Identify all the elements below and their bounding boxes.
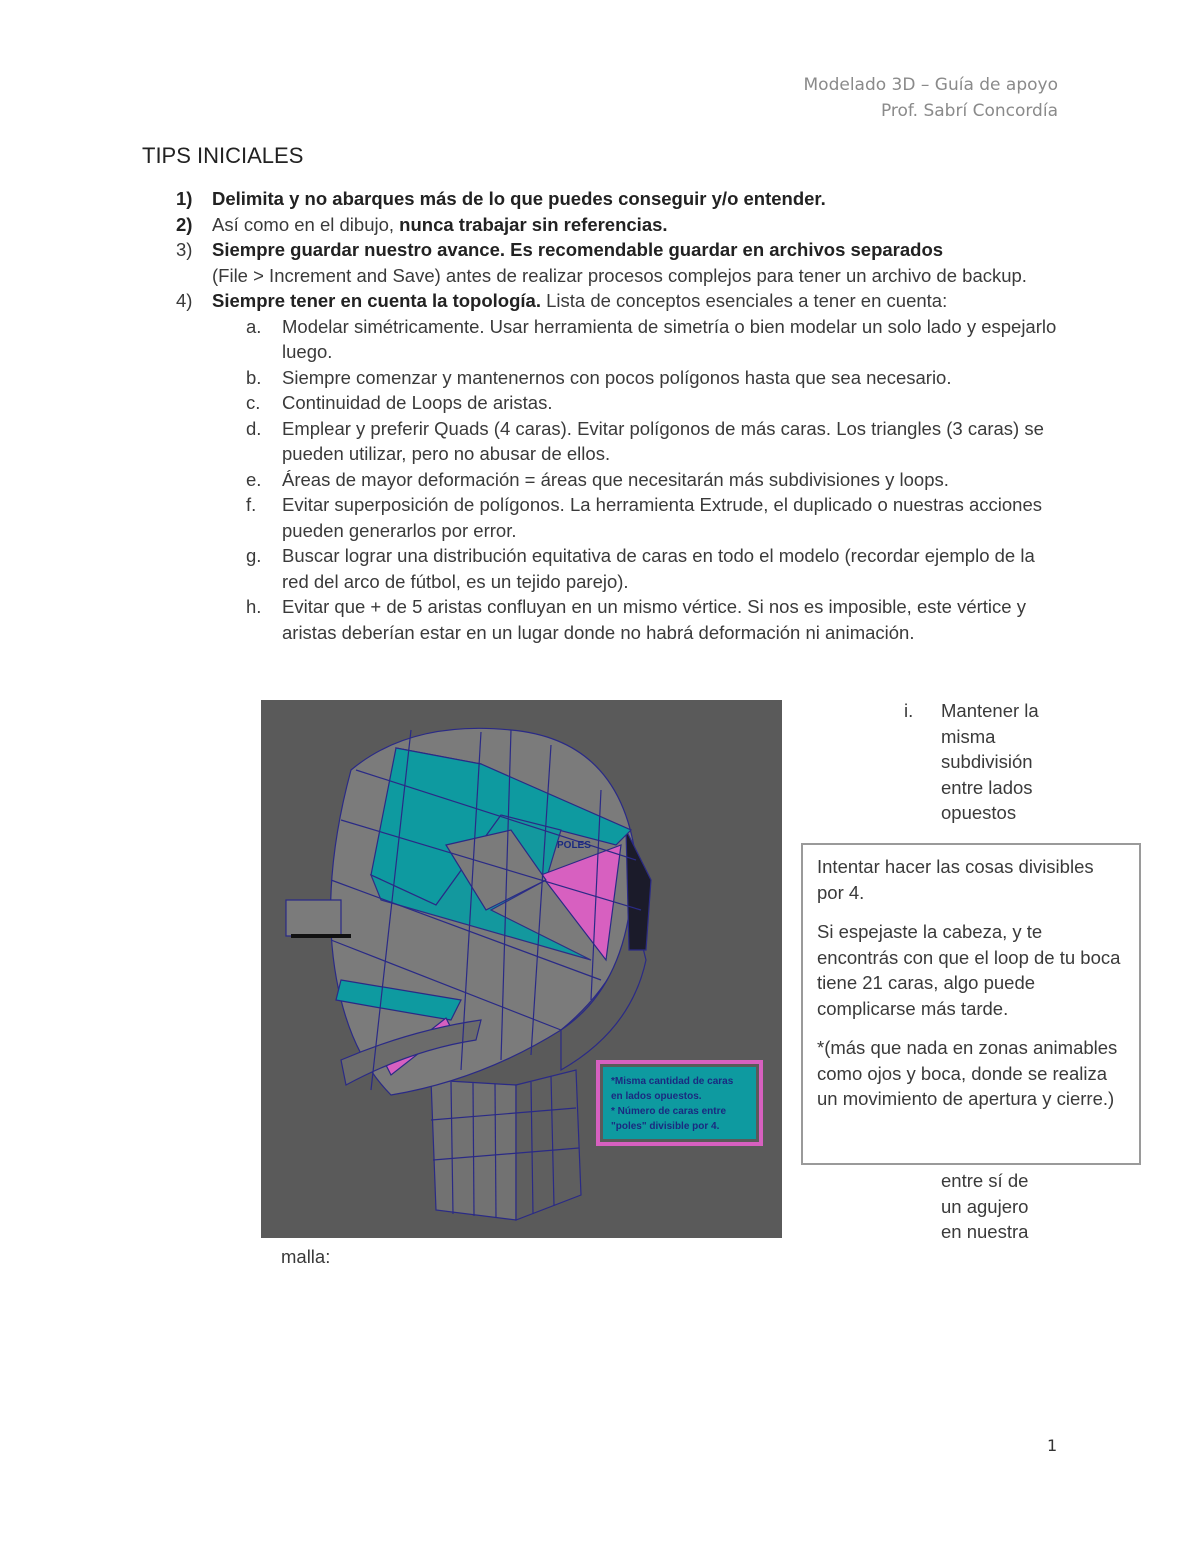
item-bold: Siempre tener en cuenta la topología.	[212, 290, 541, 311]
sub-number: f.	[246, 494, 257, 515]
sub-item-c	[142, 390, 1062, 416]
item-bold: nunca trabajar sin referencias.	[399, 213, 668, 235]
sub-item-a	[142, 314, 1062, 365]
tip-paragraph: Si espejaste la cabeza, y te encontrás con que el loop de tu boca tiene 21 caras, algo puede complicarse más tarde.	[817, 921, 1121, 1019]
item-bold: Siempre guardar nuestro avance. Es recomendable guardar en archivos separados	[212, 239, 944, 260]
item-text: Así como en el dibujo,	[212, 213, 400, 235]
item-i-continuation	[941, 1168, 1028, 1245]
tip-paragraph: *(más que nada en zonas animables como ojos y boca, donde se realiza un movimiento de apertura y cierre.)	[817, 1037, 1118, 1109]
sub-item-f	[142, 492, 1062, 543]
list-item	[142, 288, 1062, 314]
item-i-line: misma	[941, 725, 996, 747]
sub-text: Buscar lograr una distribución equitativa de caras en todo el modelo (recordar ejemplo de la red del arco de fútbol, es un tejido parejo).	[282, 545, 1035, 592]
tip-paragraph: Intentar hacer las cosas divisibles por 4.	[817, 856, 1094, 903]
item-i-number: i.	[904, 700, 914, 721]
item-i-line: opuestos	[941, 802, 1017, 823]
list-item	[142, 237, 1062, 288]
sub-text: Continuidad de Loops de aristas.	[282, 392, 553, 413]
sub-text: Modelar simétricamente. Usar herramienta de simetría o bien modelar un solo lado y espejarlo luego.	[282, 315, 1057, 362]
item-i-line: un agujero	[941, 1195, 1029, 1217]
item-number: 4)	[176, 290, 193, 311]
note-line: "poles" divisible por 4.	[611, 1121, 720, 1132]
sub-text: Evitar que + de 5 aristas confluyan en un mismo vértice. Si nos es imposible, este vértice y aristas deberían estar en un lugar donde no habrá deformación ni animación.	[282, 596, 1026, 643]
sub-number: e.	[246, 468, 262, 490]
item-i-line: Mantener la	[941, 700, 1039, 721]
sub-text: Áreas de mayor deformación = áreas que necesitarán más subdivisiones y loops.	[282, 468, 949, 490]
item-text: (File > Increment and Save) antes de realizar procesos complejos para tener un archivo de backup.	[212, 264, 1027, 286]
tip-box	[801, 843, 1141, 1165]
item-i	[904, 698, 1044, 826]
sub-text: Emplear y preferir Quads (4 caras). Evitar polígonos de más caras. Los triangles (3 caras) se pueden utilizar, pero no abusar de ellos.	[282, 417, 1044, 464]
sub-number: a.	[246, 315, 262, 337]
author: Prof. Sabrí Concordía	[880, 101, 1058, 121]
note-line: en lados opuestos.	[611, 1091, 702, 1102]
sub-number: d.	[246, 417, 262, 439]
item-number: 1)	[176, 188, 193, 209]
sub-item-d	[142, 416, 1062, 467]
sub-item-h	[142, 594, 1062, 645]
list-item	[142, 186, 1062, 212]
sub-item-b	[142, 365, 1062, 391]
section-title: TIPS INICIALES	[142, 143, 304, 168]
item-i-line: en nuestra	[941, 1221, 1029, 1242]
item-number: 3)	[176, 239, 193, 260]
sub-number: h.	[246, 596, 262, 617]
list-item	[142, 212, 1062, 238]
item-i-line: entre lados	[941, 776, 1033, 798]
sub-item-g	[142, 543, 1062, 594]
item-i-line: subdivisión	[941, 751, 1033, 772]
neck-mesh	[431, 1070, 581, 1220]
page-number: 1	[1047, 1436, 1058, 1455]
sub-number: g.	[246, 545, 262, 566]
sub-number: b.	[246, 366, 262, 388]
item-number: 2)	[176, 213, 193, 235]
sub-text: Siempre comenzar y mantenernos con pocos polígonos hasta que sea necesario.	[282, 366, 952, 388]
item-i-line: entre sí de	[941, 1170, 1029, 1191]
sub-text: Evitar superposición de polígonos. La herramienta Extrude, el duplicado o nuestras acciones pueden generarlos por error.	[282, 494, 1042, 541]
poles-label: POLES	[557, 840, 591, 851]
topology-figure	[261, 700, 782, 1238]
doc-title: Modelado 3D – Guía de apoyo	[803, 75, 1058, 95]
sub-number: c.	[246, 392, 261, 413]
page-header	[804, 72, 1059, 124]
tips-list	[142, 186, 1062, 645]
note-line: * Número de caras entre	[611, 1106, 727, 1117]
item-i-last: malla:	[281, 1246, 331, 1267]
sub-item-e	[142, 467, 1062, 493]
item-text: Lista de conceptos esenciales a tener en cuenta:	[540, 290, 948, 311]
note-line: *Misma cantidad de caras	[611, 1076, 734, 1087]
item-bold: Delimita y no abarques más de lo que puedes conseguir y/o entender.	[212, 188, 826, 209]
